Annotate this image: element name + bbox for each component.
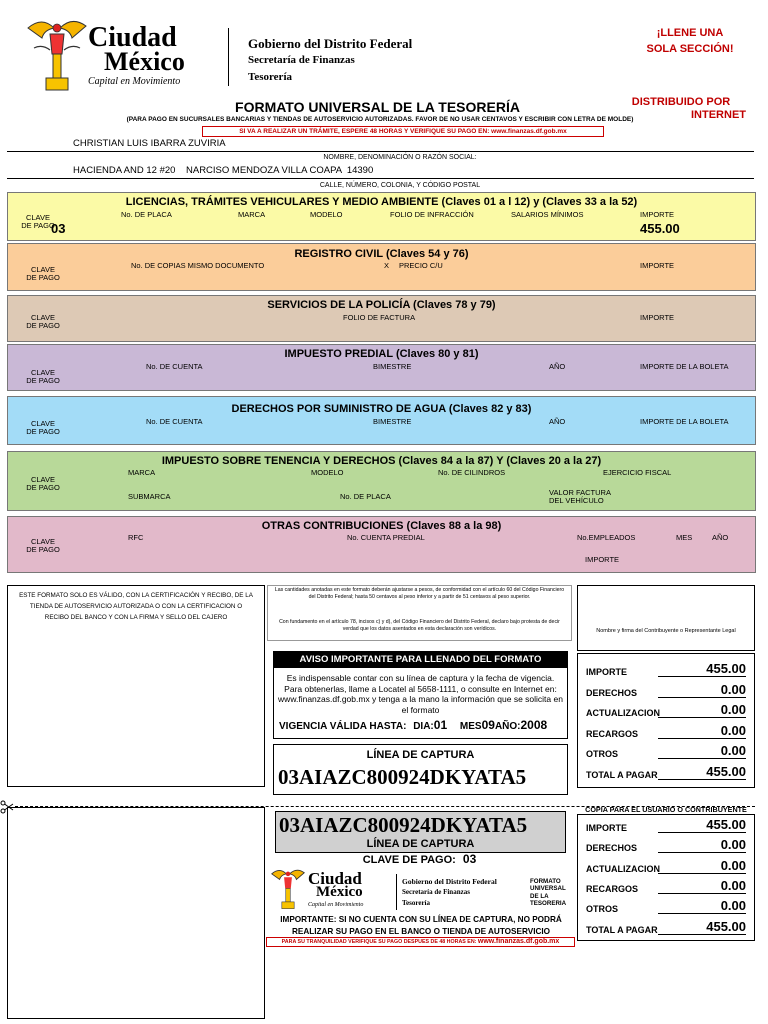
field-importe: IMPORTE	[640, 261, 675, 270]
field-anio: AÑO	[712, 533, 729, 542]
field-marca: MARCA	[128, 468, 156, 477]
mini-logo-tag: Capital en Movimiento	[308, 902, 364, 908]
address-underline	[7, 178, 754, 179]
field-anio: AÑO	[549, 362, 566, 371]
capture-box	[273, 744, 568, 795]
name-label: NOMBRE, DENOMINACIÓN O RAZÓN SOCIAL:	[323, 154, 477, 161]
validity-text: ESTE FORMATO SOLO ES VÁLIDO, CON LA CERTIFICACIÓN Y RECIBO, DE LA TIENDA DE AUTOSERVICIO AUTORIZADA O CON LA CERTIFICACION O RECIBO DEL BANCO Y CON LA FIRMA Y SELLO DEL CAJERO	[19, 592, 253, 621]
field-bimestre: BIMESTRE	[373, 417, 412, 426]
logo-tagline: Capital en Movimiento	[88, 76, 181, 87]
mini-angel-icon	[268, 866, 308, 912]
capture-label: LÍNEA DE CAPTURA	[366, 749, 475, 761]
totals-row-recargos	[586, 721, 746, 741]
section-predial	[7, 344, 756, 391]
verify-url[interactable]: www.finanzas.df.gob.mx	[477, 938, 560, 945]
section-licencias	[7, 192, 756, 241]
totals-label: DERECHOS	[586, 687, 638, 698]
field-copias: No. DE COPIAS MISMO DOCUMENTO	[131, 261, 265, 270]
vigencia-label: VIGENCIA VÁLIDA HASTA:	[279, 721, 407, 732]
totals-value[interactable]: 455.00	[658, 764, 746, 780]
section-otras-title: OTRAS CONTRIBUCIONES (Claves 88 a la 98)	[261, 520, 502, 532]
totals-row-otros	[586, 896, 746, 916]
distributed-line-2: INTERNET	[691, 109, 746, 121]
field-modelo: MODELO	[310, 210, 343, 219]
totals-value[interactable]: 0.00	[658, 858, 746, 874]
dia-value: 01	[433, 718, 448, 732]
clave-label-1: CLAVE DE PAGO	[21, 213, 55, 230]
section-licencias-title: LICENCIAS, TRÁMITES VEHICULARES Y MEDIO AMBIENTE (Claves 01 a l 12) y (Claves 33 a la 52)	[125, 196, 638, 208]
clave-label-7: CLAVE DE PAGO	[26, 537, 60, 554]
rounding-text: Las cantidades anotadas en este formato deberán ajustarse a pesos, de conformidad con el artículo 60 del Código Financiero del Distrito Federal; hasta 50 centavos al peso inferior y a partir de 51 centavos al peso superior.	[274, 587, 565, 600]
logo-ciudad: Ciudad	[88, 22, 177, 53]
field-salarios: SALARIOS MÍNIMOS	[511, 210, 584, 219]
stub-blank-box	[7, 807, 265, 1019]
copy-label: COPIA PARA EL USUARIO O CONTRIBUYENTE	[585, 805, 747, 814]
mini-gov-1: Gobierno del Distrito Federal	[402, 877, 497, 886]
field-importe: IMPORTE	[640, 313, 675, 322]
field-folio-factura: FOLIO DE FACTURA	[343, 313, 416, 322]
fill-one-line-1: ¡LLENE UNA	[656, 27, 724, 39]
totals-label: ACTUALIZACION	[586, 863, 660, 874]
important-notice: IMPORTANTE: SI NO CUENTA CON SU LÍNEA DE CAPTURA, NO PODRÁ REALIZAR SU PAGO EN EL BANCO O TIENDA DE AUTOSERVICIO	[280, 915, 562, 936]
name-underline	[7, 151, 754, 152]
field-importe-boleta: IMPORTE DE LA BOLETA	[640, 417, 729, 426]
section-agua	[7, 396, 756, 445]
totals-value[interactable]: 0.00	[658, 723, 746, 739]
field-submarca: SUBMARCA	[128, 492, 171, 501]
header-divider	[228, 28, 229, 86]
field-placa: No. DE PLACA	[121, 210, 172, 219]
mini-gov-3: Tesorería	[402, 899, 430, 907]
clave-label-6: CLAVE DE PAGO	[26, 475, 60, 492]
section-policia	[7, 295, 756, 342]
section-agua-title: DERECHOS POR SUMINISTRO DE AGUA (Claves 82 y 83)	[231, 403, 532, 415]
warning-banner: SI VA A REALIZAR UN TRÁMITE, ESPERE 48 HORAS Y VERIFIQUE SU PAGO EN: www.finanzas.df.gob.mx	[202, 126, 604, 137]
field-folio-infraccion: FOLIO DE INFRACCIÓN	[390, 210, 474, 219]
stub-capture-box	[275, 811, 566, 853]
totals-row-derechos	[586, 680, 746, 700]
notice-title: AVISO IMPORTANTE PARA LLENADO DEL FORMATO	[274, 652, 567, 668]
totals-value[interactable]: 0.00	[658, 837, 746, 853]
taxpayer-name: CHRISTIAN LUIS IBARRA ZUVIRIA	[73, 138, 226, 149]
section-policia-title: SERVICIOS DE LA POLICÍA (Claves 78 y 79)	[267, 299, 496, 311]
vigencia-row	[279, 718, 564, 732]
totals-row-derechos	[586, 835, 746, 855]
mes-label: MES	[459, 721, 482, 732]
field-importe-boleta: IMPORTE DE LA BOLETA	[640, 362, 729, 371]
notice-body: Es indispensable contar con su línea de captura y la fecha de vigencia. Para obtenerlas, llame a Locatel al 5658-1111, o consulte en Internet en: www.finanzas.df.gob.mx y tenga a la mano la información que se solicita en el formato	[278, 673, 563, 715]
totals-row-importe	[586, 659, 746, 679]
importe-value[interactable]: 455.00	[640, 221, 680, 236]
mini-logo	[268, 866, 393, 912]
totals-label: ACTUALIZACION	[586, 708, 660, 718]
stub-capture-label: LÍNEA DE CAPTURA	[366, 838, 475, 850]
form-title: FORMATO UNIVERSAL DE LA TESORERÍA	[235, 99, 520, 115]
totals-row-otros	[586, 741, 746, 761]
gov-line-2: Secretaría de Finanzas	[248, 54, 355, 66]
field-bimestre: BIMESTRE	[373, 362, 412, 371]
field-cilindros: No. DE CILINDROS	[438, 468, 506, 477]
form-subtitle: (PARA PAGO EN SUCURSALES BANCARIAS Y TIENDAS DE AUTOSERVICIO AUTORIZADAS. FAVOR DE NO USAR CENTAVOS Y ESCRIBIR CON LETRA DE MOLDE)	[126, 116, 634, 123]
rounding-box	[267, 585, 572, 641]
clave-label-4: CLAVE DE PAGO	[26, 368, 60, 385]
field-valor-factura: VALOR FACTURA DEL VEHÍCULO	[549, 488, 611, 505]
stub-capture-code: 03AIAZC800924DKYATA5	[279, 813, 528, 837]
totals-label: DERECHOS	[586, 843, 638, 854]
field-mes: MES	[676, 533, 693, 542]
stub-clave-value: 03	[462, 852, 477, 866]
logo	[22, 14, 212, 96]
angel-monument-icon	[22, 14, 92, 96]
totals-label: OTROS	[586, 749, 619, 759]
anio-label: AÑO:	[494, 721, 521, 732]
fill-one-line-2: SOLA SECCIÓN!	[646, 43, 734, 55]
field-ejercicio: EJERCICIO FISCAL	[603, 468, 672, 477]
totals-value[interactable]: 0.00	[658, 743, 746, 759]
totals-label: IMPORTE	[586, 823, 628, 833]
clave-label-3: CLAVE DE PAGO	[26, 313, 60, 330]
mini-logo-ciudad: Ciudad	[308, 869, 362, 888]
mini-title: FORMATO UNIVERSAL DE LA TESORERIA	[530, 878, 567, 907]
clave-value[interactable]: 03	[51, 221, 66, 236]
field-precio: PRECIO C/U	[399, 261, 443, 270]
copy-totals-box	[577, 814, 755, 941]
totals-row-total-a-pagar	[586, 917, 746, 937]
field-cuenta: No. DE CUENTA	[146, 417, 203, 426]
field-empleados: No.EMPLEADOS	[577, 533, 636, 542]
mini-logo-mexico: México	[316, 884, 363, 900]
totals-row-actualizacion	[586, 700, 746, 720]
field-rfc: RFC	[128, 533, 144, 542]
mes-value: 09	[481, 718, 495, 732]
totals-row-actualizacion	[586, 856, 746, 876]
protest-text: Con fundamento en el artículo 78, incisos c) y d), del Código Financiero del Distrito Federal, declaro bajo protesta de decir verdad que los datos asentados en esta declaración son verídicos.	[279, 619, 560, 632]
address-label: CALLE, NÚMERO, COLONIA, Y CÓDIGO POSTAL	[319, 182, 481, 189]
mini-divider	[396, 874, 397, 910]
section-predial-title: IMPUESTO PREDIAL (Claves 80 y 81)	[284, 348, 479, 360]
section-tenencia-title: IMPUESTO SOBRE TENENCIA Y DERECHOS (Claves 84 a la 87) Y (Claves 20 a la 27)	[161, 455, 602, 467]
totals-row-total-a-pagar	[586, 762, 746, 782]
totals-value[interactable]: 0.00	[658, 878, 746, 894]
totals-label: OTROS	[586, 904, 619, 915]
verify-text: PARA SU TRANQUILIDAD VERIFIQUE SU PAGO DESPUES DE 48 HORAS EN:	[281, 939, 477, 945]
anio-value: 2008	[520, 718, 548, 732]
totals-row-recargos	[586, 876, 746, 896]
totals-label: IMPORTE	[586, 667, 628, 677]
totals-value[interactable]: 0.00	[658, 898, 746, 914]
section-tenencia	[7, 451, 756, 511]
totals-label: RECARGOS	[586, 883, 639, 894]
mini-gov-2: Secretaría de Finanzas	[402, 888, 470, 896]
field-importe: IMPORTE	[640, 210, 675, 219]
dia-label: DIA:	[413, 721, 434, 732]
verify-banner	[266, 937, 575, 947]
field-marca: MARCA	[238, 210, 266, 219]
totals-value[interactable]: 455.00	[658, 661, 746, 677]
clave-label-2: CLAVE DE PAGO	[26, 265, 60, 282]
field-cuenta-predial: No. CUENTA PREDIAL	[347, 533, 425, 542]
totals-label: TOTAL A PAGAR	[586, 769, 658, 780]
validity-box	[7, 585, 265, 787]
signature-label: Nombre y firma del Contribuyente o Representante Legal	[596, 628, 736, 634]
section-registro-title: REGISTRO CIVIL (Claves 54 y 76)	[294, 248, 469, 260]
gov-line-3: Tesorería	[248, 71, 292, 83]
section-registro-civil	[7, 243, 756, 291]
section-otras	[7, 516, 756, 573]
field-x: X	[384, 261, 390, 270]
gov-line-1: Gobierno del Distrito Federal	[248, 36, 413, 51]
totals-row-importe	[586, 815, 746, 835]
taxpayer-address: HACIENDA AND 12 #20 NARCISO MENDOZA VILLA COAPA 14390	[73, 165, 374, 176]
totals-label: RECARGOS	[586, 728, 639, 739]
stub-clave-row	[275, 852, 564, 866]
field-modelo: MODELO	[311, 468, 344, 477]
logo-mexico: México	[104, 47, 185, 76]
field-cuenta: No. DE CUENTA	[146, 362, 203, 371]
stub-clave-label: CLAVE DE PAGO:	[362, 854, 456, 866]
distributed-line-1: DISTRIBUIDO POR	[631, 96, 731, 108]
totals-value[interactable]: 455.00	[658, 919, 746, 935]
field-importe: IMPORTE	[585, 555, 620, 564]
capture-code: 03AIAZC800924DKYATA5	[278, 765, 527, 789]
totals-box	[577, 653, 755, 788]
clave-label-5: CLAVE DE PAGO	[26, 419, 60, 436]
totals-value[interactable]: 0.00	[658, 702, 746, 718]
totals-value[interactable]: 0.00	[658, 682, 746, 698]
totals-label: TOTAL A PAGAR	[586, 924, 658, 935]
notice-box	[273, 651, 568, 739]
signature-box[interactable]	[577, 585, 755, 651]
totals-value[interactable]: 455.00	[658, 817, 746, 833]
field-placa: No. DE PLACA	[340, 492, 391, 501]
field-anio: AÑO	[549, 417, 566, 426]
